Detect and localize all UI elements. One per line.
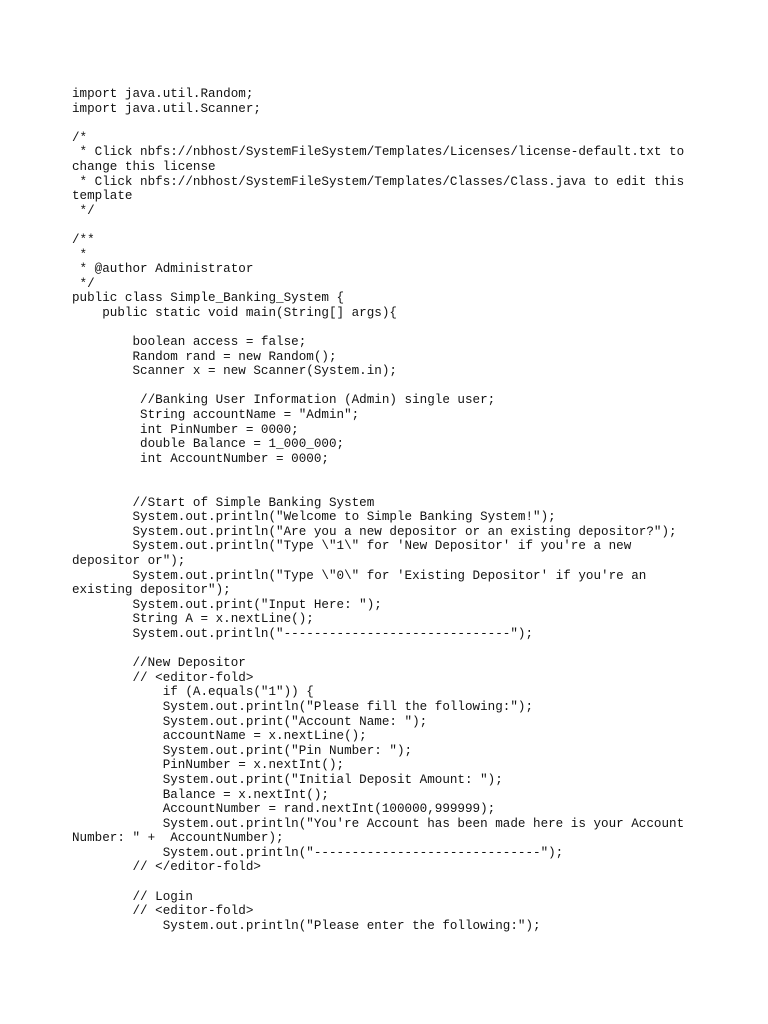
code-line: /* xyxy=(72,130,88,145)
code-line xyxy=(72,116,692,131)
code-line: // <editor-fold> xyxy=(72,670,254,685)
code-line: * Click nbfs://nbhost/SystemFileSystem/Templates/Licenses/license-default.txt to xyxy=(72,145,685,160)
code-line xyxy=(72,642,692,657)
code-line: System.out.print("Pin Number: "); xyxy=(72,743,413,758)
code-line: int AccountNumber = 0000; xyxy=(72,451,329,466)
code-line: // <editor-fold> xyxy=(72,904,254,919)
code-line: System.out.println("------------------------------"); xyxy=(72,626,534,641)
code-line xyxy=(72,218,692,233)
code-line xyxy=(72,379,692,394)
code-line: import java.util.Random; xyxy=(72,87,254,101)
code-line: //Start of Simple Banking System xyxy=(72,495,375,510)
code-line: String accountName = "Admin"; xyxy=(72,408,360,423)
code-line: //New Depositor xyxy=(72,656,246,671)
code-line: * Click nbfs://nbhost/SystemFileSystem/Templates/Classes/Class.java to edit this xyxy=(72,174,685,189)
code-line: System.out.print("Initial Deposit Amount: "); xyxy=(72,772,503,787)
code-line xyxy=(72,481,692,496)
code-line: AccountNumber = rand.nextInt(100000,999999); xyxy=(72,802,496,817)
code-line: Balance = x.nextInt(); xyxy=(72,787,329,802)
code-line: System.out.println("Type \"0\" for 'Existing Depositor' if you're an xyxy=(72,568,647,583)
code-line: template xyxy=(72,189,133,204)
code-line: // Login xyxy=(72,889,193,904)
code-line: * @author Administrator xyxy=(72,262,254,277)
code-line: int PinNumber = 0000; xyxy=(72,422,299,437)
code-line: depositor or"); xyxy=(72,554,186,568)
code-line: System.out.println("Welcome to Simple Banking System!"); xyxy=(72,510,556,525)
code-line: // </editor-fold> xyxy=(72,860,261,875)
code-line: public class Simple_Banking_System { xyxy=(72,291,345,306)
code-line: if (A.equals("1")) { xyxy=(72,685,314,700)
code-line: System.out.println("Please enter the following:"); xyxy=(72,918,541,933)
code-line: */ xyxy=(72,276,95,291)
code-line: System.out.println("Type \"1\" for 'New Depositor' if you're a new xyxy=(72,539,632,554)
code-line: System.out.print("Input Here: "); xyxy=(72,597,382,612)
code-line: PinNumber = x.nextInt(); xyxy=(72,758,345,773)
code-line: Random rand = new Random(); xyxy=(72,349,337,364)
code-line: /** xyxy=(72,232,95,247)
code-line: System.out.println("Are you a new depositor or an existing depositor?"); xyxy=(72,524,677,539)
code-line: existing depositor"); xyxy=(72,583,231,598)
code-line xyxy=(72,321,692,336)
code-line: boolean access = false; xyxy=(72,335,307,350)
code-line: System.out.println("You're Account has been made here is your Account xyxy=(72,816,685,831)
code-line: System.out.println("------------------------------"); xyxy=(72,845,564,860)
code-line: */ xyxy=(72,203,95,218)
code-line: public static void main(String[] args){ xyxy=(72,305,397,320)
code-line: double Balance = 1_000_000; xyxy=(72,437,345,452)
code-line: accountName = x.nextLine(); xyxy=(72,729,367,744)
code-line: String A = x.nextLine(); xyxy=(72,612,314,627)
code-line: System.out.print("Account Name: "); xyxy=(72,714,428,729)
code-line: //Banking User Information (Admin) single user; xyxy=(72,393,496,408)
code-line: change this license xyxy=(72,159,216,174)
code-line: * xyxy=(72,247,88,262)
code-line: import java.util.Scanner; xyxy=(72,101,261,116)
code-line: System.out.println("Please fill the following:"); xyxy=(72,699,534,714)
code-document xyxy=(72,87,692,933)
code-line: Scanner x = new Scanner(System.in); xyxy=(72,364,397,379)
code-line xyxy=(72,466,692,481)
code-line xyxy=(72,875,692,890)
code-line: Number: " + AccountNumber); xyxy=(72,831,284,846)
